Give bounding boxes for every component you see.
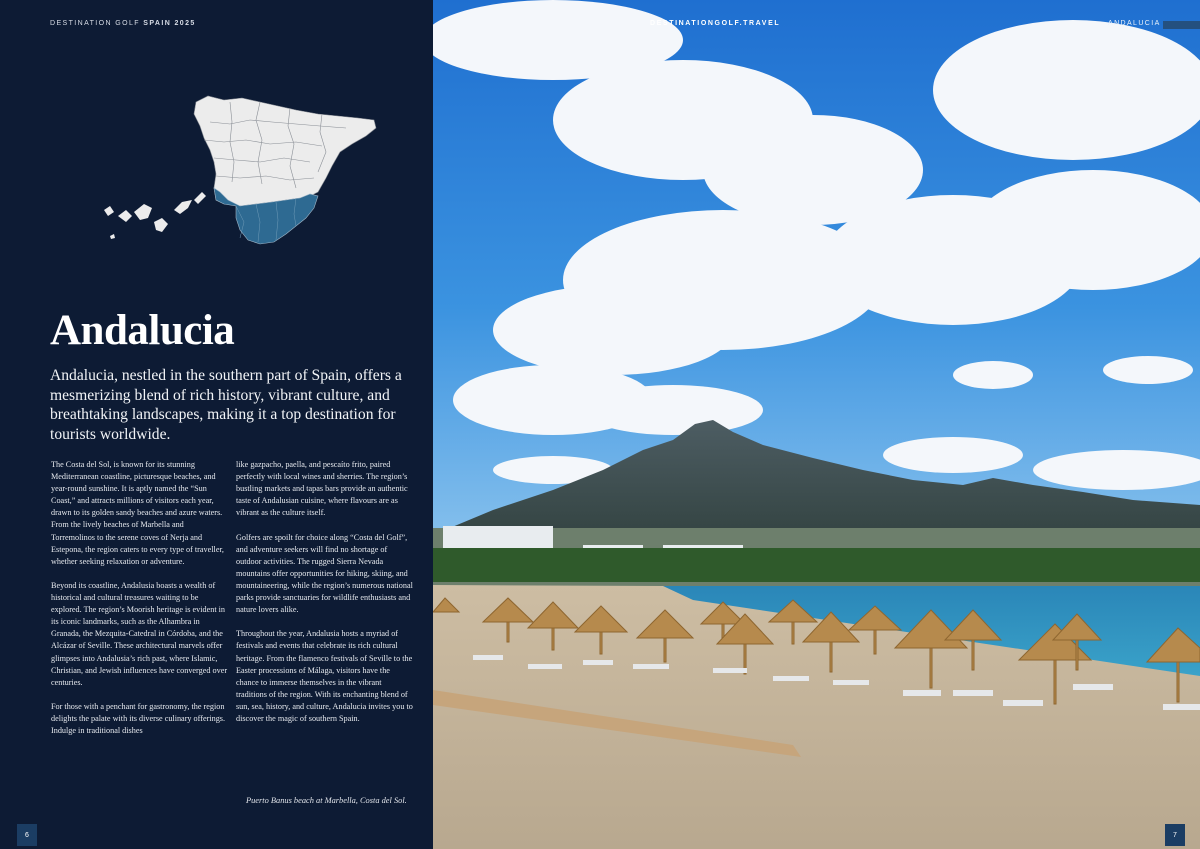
running-header-left (50, 20, 196, 27)
page-number-right: 7 (1165, 824, 1185, 846)
page-number-left: 6 (17, 824, 37, 846)
body-paragraph: Beyond its coastline, Andalusia boasts a wealth of historical and cultural treasures waiting to be explored. The region’s Moorish heritage is evident in its iconic landmarks, such as the Alhambra in Granada, the Mezquita-Catedral in Córdoba, and the Alcázar of Seville. These architectural marvels offer glimpses into Andalusia’s rich past, where Islamic, Christian, and Jewish influences have converged over centuries. (51, 580, 228, 687)
lead-paragraph: Andalucia, nestled in the southern part of Spain, offers a mesmerizing blend of rich history, vibrant culture, and breathtaking landscapes, making it a top destination for tourists worldwide. (50, 367, 402, 443)
spain-map (100, 92, 380, 252)
body-column-2 (236, 459, 414, 737)
body-paragraph: Throughout the year, Andalusia hosts a myriad of festivals and events that celebrate its rich cultural heritage. From the flamenco festivals of Seville to the Easter processions of Málaga, visitors have the chance to immerse themselves in the vibrant traditions of the region. With its enchanting blend of sun, sea, history, and culture, Andalucia invites you to discover the magic of southern Spain. (236, 629, 413, 723)
body-paragraph: For those with a penchant for gastronomy, the region delights the palate with its diverse culinary offerings. Indulge in traditional dishes (51, 701, 226, 736)
body-paragraph: The Costa del Sol, is known for its stunning Mediterranean coastline, picturesque beaches, and year-round sunshine. It is aptly named the “Sun Coast,” and attracts millions of visitors each year, drawn to its golden sandy beaches and azure waters. From the lively beaches of Marbella and Torremolinos to the serene coves of Nerja and Estepona, the region caters to every type of traveller, whether seeking relaxation or adventure. (51, 460, 224, 566)
running-header-section: ANDALUCIA (1108, 20, 1161, 27)
photo-caption: Puerto Banus beach at Marbella, Costa del Sol. (246, 796, 407, 805)
canary-islands (104, 192, 206, 239)
body-paragraph: like gazpacho, paella, and pescaíto frito, paired perfectly with local wines and sherries. The region’s bustling markets and tapas bars provide an authentic taste of Andalusian cuisine, where flavours are as vibrant as the culture itself. (236, 460, 408, 518)
spain-mainland (194, 96, 376, 206)
section-marker-bar (1163, 21, 1200, 29)
right-page (433, 0, 1200, 849)
left-page (0, 0, 433, 849)
palms (433, 548, 1200, 582)
header-edition: SPAIN 2025 (143, 20, 196, 27)
beach-photo (433, 0, 1200, 849)
body-column-1 (51, 459, 229, 749)
running-header-url: DESTINATIONGOLF.TRAVEL (650, 20, 781, 27)
spain-outline (194, 96, 376, 206)
header-prefix: DESTINATION GOLF (50, 20, 144, 27)
page-title: Andalucia (50, 307, 235, 354)
body-paragraph: Golfers are spoilt for choice along “Costa del Golf”, and adventure seekers will find no shortage of outdoor activities. The rugged Sierra Nevada mountains offer opportunities for hiking, skiing, and mountaineering, while the region’s numerous national parks provide sanctuaries for wildlife enthusiasts and nature lovers alike. (236, 532, 413, 615)
